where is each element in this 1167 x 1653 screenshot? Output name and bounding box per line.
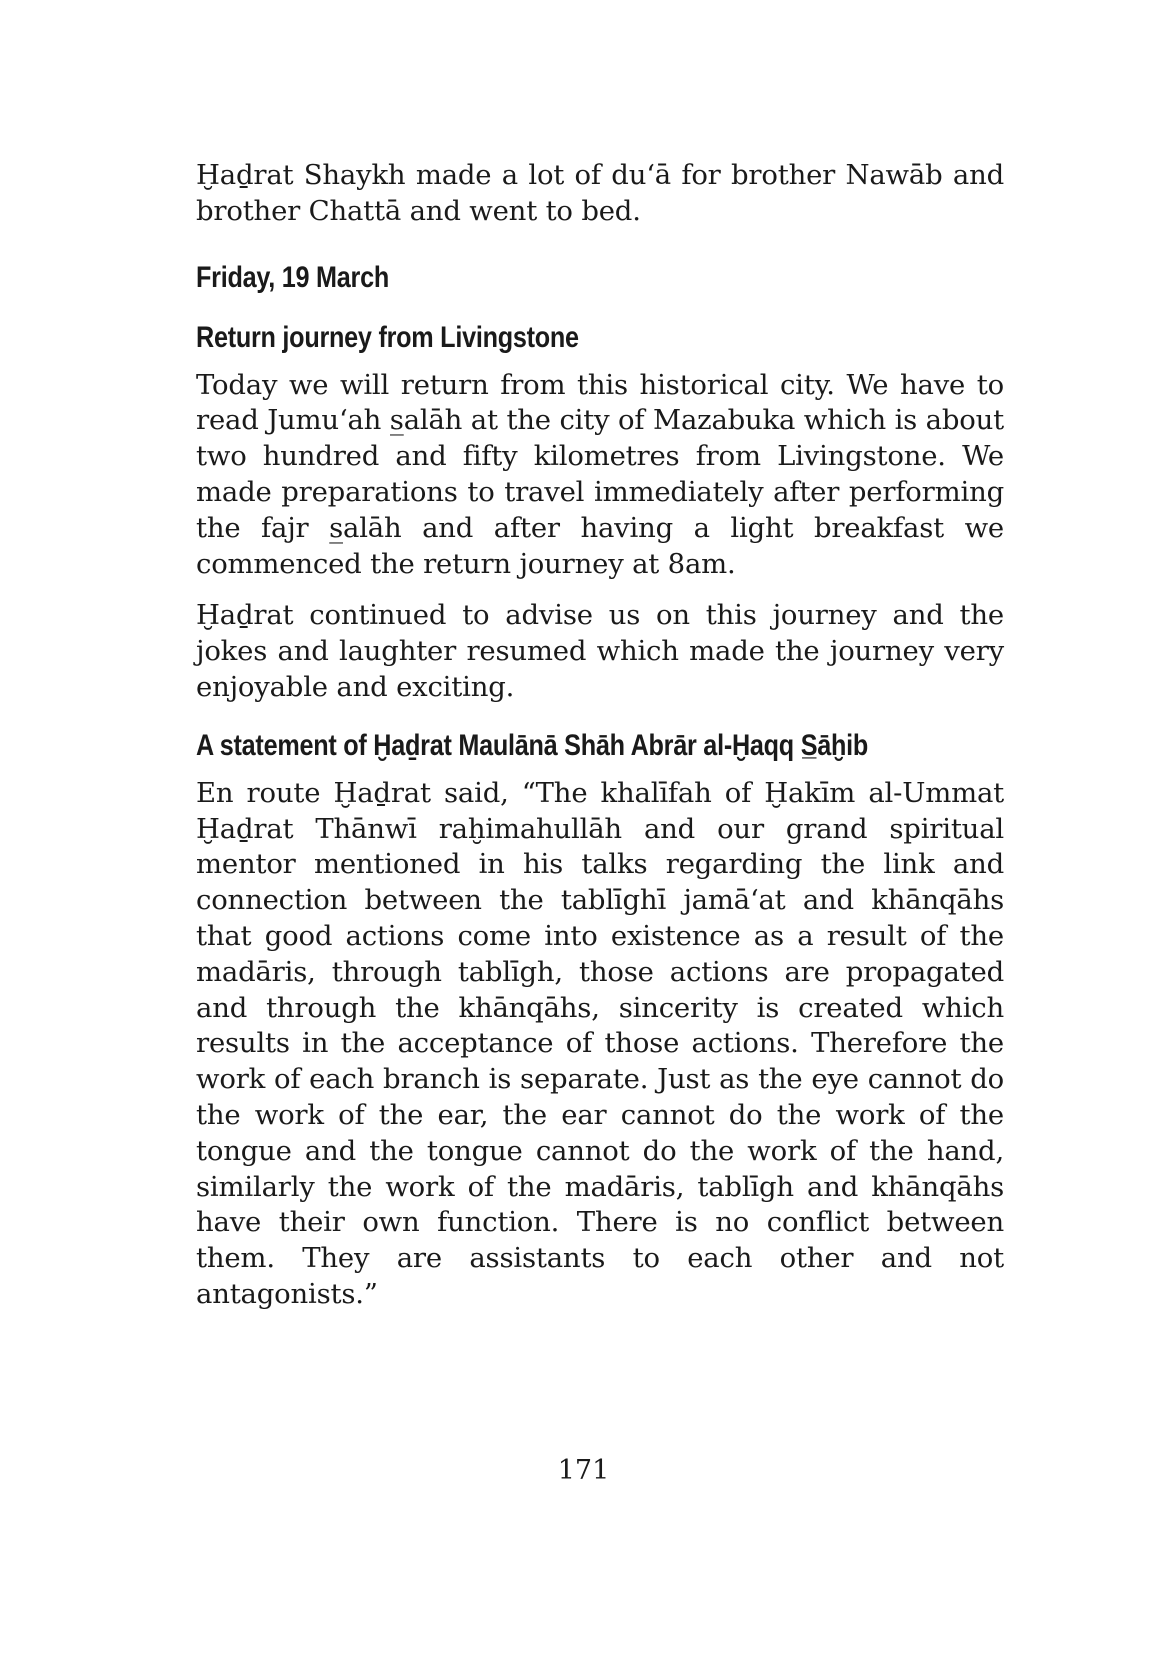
heading-date: Friday, 19 March [196,260,389,294]
heading-return-journey: Return journey from Livingstone [196,320,579,354]
paragraph-dua: Ḫaḏrat Shaykh made a lot of du‘ā for brother Nawāb and brother Chattā and went to bed. [196,159,1004,227]
paragraph-advice: Ḫaḏrat continued to advise us on this journey and the jokes and laughter resumed which made the journey very enjoyable and exciting. [196,599,1004,703]
paragraph-statement: En route Ḫaḏrat said, “The khalīfah of Ḫakīm al-Ummat Ḫaḏrat Thānwī raḫimahullāh and our grand spiritual mentor mentioned in his talks regarding the link and connection between the tablīghī jamā‘at and khānqāhs that good actions come into existence as a result of the madāris, through tablīgh, those actions are propagated and through the khānqāhs, sincerity is created which results in the acceptance of those actions. Therefore the work of each branch is separate. Just as the eye cannot do the work of the ear, the ear cannot do the work of the tongue and the tongue cannot do the work of the hand, similarly the work of the madāris, tablīgh and khānqāhs have their own function. There is no conflict between them. They are assistants to each other and not antagonists.” [196,776,1004,1310]
page-number: 171 [557,1455,610,1486]
heading-statement: A statement of Ḫaḏrat Maulānā Shāh Abrār al-Ḫaqq S̲āḫib [196,728,869,762]
page-body [196,158,1004,1313]
paragraph-return-journey: Today we will return from this historical city. We have to read Jumu‘ah s̲alāh at the city of Mazabuka which is about two hundred and fifty kilometres from Livingstone. We made preparations to travel immediately after performing the fajr s̲alāh and after having a light breakfast we commenced the return journey at 8am. [196,368,1004,580]
